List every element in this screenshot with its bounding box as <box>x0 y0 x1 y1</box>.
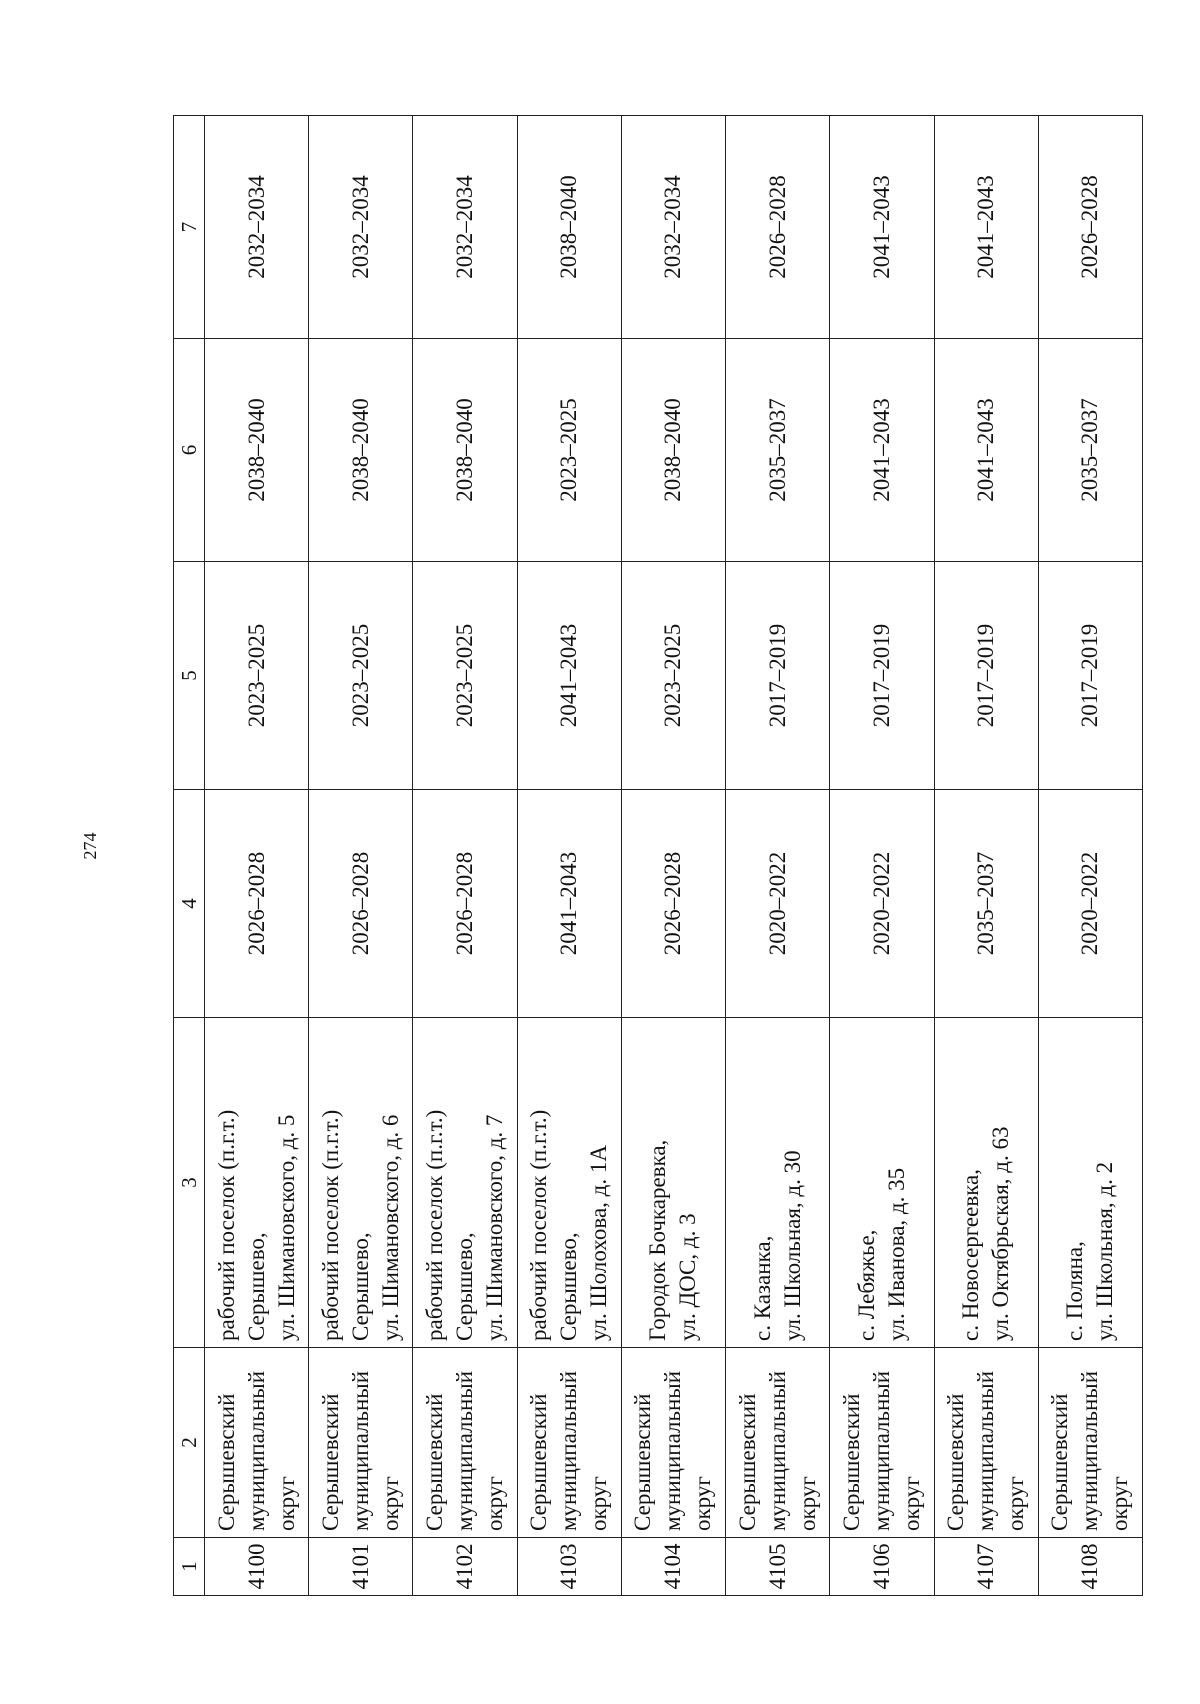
district-line: Серышевский <box>630 1393 656 1531</box>
period-col6-cell: 2038–2040 <box>205 339 309 562</box>
address-line: ул. Шимановского, д. 7 <box>482 1114 508 1341</box>
address-line: рабочий поселок (п.г.т.) <box>422 1109 448 1341</box>
period-col4-cell: 2020–2022 <box>830 790 934 1018</box>
column-header-5: 5 <box>174 562 205 790</box>
period-col4-cell: 2026–2028 <box>309 790 413 1018</box>
row-id-cell: 4103 <box>517 1538 621 1596</box>
district-line: Серышевский <box>1047 1393 1073 1531</box>
district-line: округ <box>273 1476 299 1531</box>
period-col7-cell: 2032–2034 <box>621 116 725 339</box>
period-col7-cell: 2041–2043 <box>830 116 934 339</box>
district-line: муниципальный <box>660 1370 686 1531</box>
row-id-cell: 4104 <box>621 1538 725 1596</box>
table-row <box>726 116 830 1596</box>
period-col5-cell: 2017–2019 <box>1038 562 1142 790</box>
table-row <box>413 116 517 1596</box>
district-cell <box>413 1348 517 1538</box>
row-id-cell: 4106 <box>830 1538 934 1596</box>
period-col4-cell: 2035–2037 <box>934 790 1038 1018</box>
district-line: Серышевский <box>943 1393 969 1531</box>
table-container <box>173 116 1143 1596</box>
address-line: Серышево, <box>556 1232 582 1341</box>
row-id-cell: 4108 <box>1038 1538 1142 1596</box>
period-col5-cell: 2017–2019 <box>726 562 830 790</box>
district-line: округ <box>690 1476 716 1531</box>
row-id-cell: 4100 <box>205 1538 309 1596</box>
table-row <box>1038 116 1142 1596</box>
row-id-cell: 4102 <box>413 1538 517 1596</box>
district-line: муниципальный <box>556 1370 582 1531</box>
column-header-7: 7 <box>174 116 205 339</box>
address-cell <box>830 1018 934 1348</box>
data-table <box>173 115 1143 1596</box>
period-col5-cell: 2017–2019 <box>830 562 934 790</box>
district-line: округ <box>1107 1476 1133 1531</box>
district-line: муниципальный <box>973 1370 999 1531</box>
address-line: с. Новосергеевка, <box>958 1169 984 1341</box>
period-col6-cell: 2041–2043 <box>934 339 1038 562</box>
address-line: ул. Иванова, д. 35 <box>883 1167 909 1341</box>
district-line: округ <box>1003 1476 1029 1531</box>
address-line: ул. Школьная, д. 2 <box>1092 1161 1118 1341</box>
period-col4-cell: 2026–2028 <box>205 790 309 1018</box>
address-line: с. Казанка, <box>749 1235 775 1341</box>
column-header-2: 2 <box>174 1348 205 1538</box>
address-line: с. Лебяжье, <box>853 1229 879 1341</box>
address-line: рабочий поселок (п.г.т.) <box>317 1109 343 1341</box>
address-line: ул. Шолохова, д. 1А <box>586 1145 612 1341</box>
period-col5-cell: 2041–2043 <box>517 562 621 790</box>
table-body <box>205 116 1143 1596</box>
address-cell <box>621 1018 725 1348</box>
address-cell <box>205 1018 309 1348</box>
district-line: муниципальный <box>452 1370 478 1531</box>
period-col6-cell: 2023–2025 <box>517 339 621 562</box>
district-cell <box>309 1348 413 1538</box>
period-col7-cell: 2026–2028 <box>1038 116 1142 339</box>
page-number: 274 <box>80 832 100 860</box>
district-cell <box>205 1348 309 1538</box>
district-line: округ <box>898 1476 924 1531</box>
period-col5-cell: 2023–2025 <box>621 562 725 790</box>
period-col4-cell: 2020–2022 <box>1038 790 1142 1018</box>
district-line: округ <box>377 1476 403 1531</box>
period-col5-cell: 2023–2025 <box>309 562 413 790</box>
district-cell <box>726 1348 830 1538</box>
table-row <box>517 116 621 1596</box>
table-row <box>309 116 413 1596</box>
period-col6-cell: 2041–2043 <box>830 339 934 562</box>
district-line: Серышевский <box>838 1393 864 1531</box>
row-id-cell: 4105 <box>726 1538 830 1596</box>
address-line: Серышево, <box>243 1232 269 1341</box>
period-col7-cell: 2032–2034 <box>205 116 309 339</box>
address-cell <box>309 1018 413 1348</box>
address-line: ул. Октябрьская, д. 63 <box>988 1126 1014 1341</box>
column-header-1: 1 <box>174 1538 205 1596</box>
address-line: ул. Шимановского, д. 6 <box>377 1114 403 1341</box>
row-id-cell: 4101 <box>309 1538 413 1596</box>
district-line: округ <box>482 1476 508 1531</box>
period-col7-cell: 2038–2040 <box>517 116 621 339</box>
period-col5-cell: 2023–2025 <box>413 562 517 790</box>
table-row <box>205 116 309 1596</box>
address-line: ул. ДОС, д. 3 <box>675 1213 701 1341</box>
period-col6-cell: 2038–2040 <box>621 339 725 562</box>
address-line: рабочий поселок (п.г.т.) <box>526 1109 552 1341</box>
address-line: Серышево, <box>347 1232 373 1341</box>
district-line: Серышевский <box>734 1393 760 1531</box>
address-cell <box>726 1018 830 1348</box>
district-line: округ <box>586 1476 612 1531</box>
district-line: Серышевский <box>526 1393 552 1531</box>
address-line: ул. Шимановского, д. 5 <box>273 1114 299 1341</box>
address-line: с. Поляна, <box>1062 1241 1088 1341</box>
period-col7-cell: 2032–2034 <box>309 116 413 339</box>
period-col6-cell: 2035–2037 <box>726 339 830 562</box>
table-row <box>830 116 934 1596</box>
district-line: муниципальный <box>764 1370 790 1531</box>
address-cell <box>934 1018 1038 1348</box>
district-cell <box>934 1348 1038 1538</box>
district-cell <box>621 1348 725 1538</box>
address-line: ул. Школьная, д. 30 <box>779 1150 805 1341</box>
period-col5-cell: 2023–2025 <box>205 562 309 790</box>
district-line: муниципальный <box>1077 1370 1103 1531</box>
address-line: рабочий поселок (п.г.т.) <box>213 1109 239 1341</box>
district-line: округ <box>794 1476 820 1531</box>
district-line: Серышевский <box>422 1393 448 1531</box>
period-col4-cell: 2026–2028 <box>621 790 725 1018</box>
district-cell <box>830 1348 934 1538</box>
column-header-4: 4 <box>174 790 205 1018</box>
table-row <box>621 116 725 1596</box>
district-line: муниципальный <box>868 1370 894 1531</box>
district-line: Серышевский <box>213 1393 239 1531</box>
district-cell <box>517 1348 621 1538</box>
period-col7-cell: 2026–2028 <box>726 116 830 339</box>
period-col6-cell: 2035–2037 <box>1038 339 1142 562</box>
period-col6-cell: 2038–2040 <box>309 339 413 562</box>
period-col4-cell: 2020–2022 <box>726 790 830 1018</box>
period-col6-cell: 2038–2040 <box>413 339 517 562</box>
period-col4-cell: 2026–2028 <box>413 790 517 1018</box>
district-line: Серышевский <box>317 1393 343 1531</box>
address-cell <box>1038 1018 1142 1348</box>
column-header-3: 3 <box>174 1018 205 1348</box>
row-id-cell: 4107 <box>934 1538 1038 1596</box>
header-row <box>174 116 205 1596</box>
district-line: муниципальный <box>347 1370 373 1531</box>
table-row <box>934 116 1038 1596</box>
period-col4-cell: 2041–2043 <box>517 790 621 1018</box>
address-cell <box>517 1018 621 1348</box>
column-header-6: 6 <box>174 339 205 562</box>
rotated-table-frame <box>173 116 1143 1596</box>
period-col7-cell: 2041–2043 <box>934 116 1038 339</box>
period-col7-cell: 2032–2034 <box>413 116 517 339</box>
address-cell <box>413 1018 517 1348</box>
district-line: муниципальный <box>243 1370 269 1531</box>
address-line: Городок Бочкаревка, <box>645 1139 671 1341</box>
district-cell <box>1038 1348 1142 1538</box>
period-col5-cell: 2017–2019 <box>934 562 1038 790</box>
address-line: Серышево, <box>452 1232 478 1341</box>
